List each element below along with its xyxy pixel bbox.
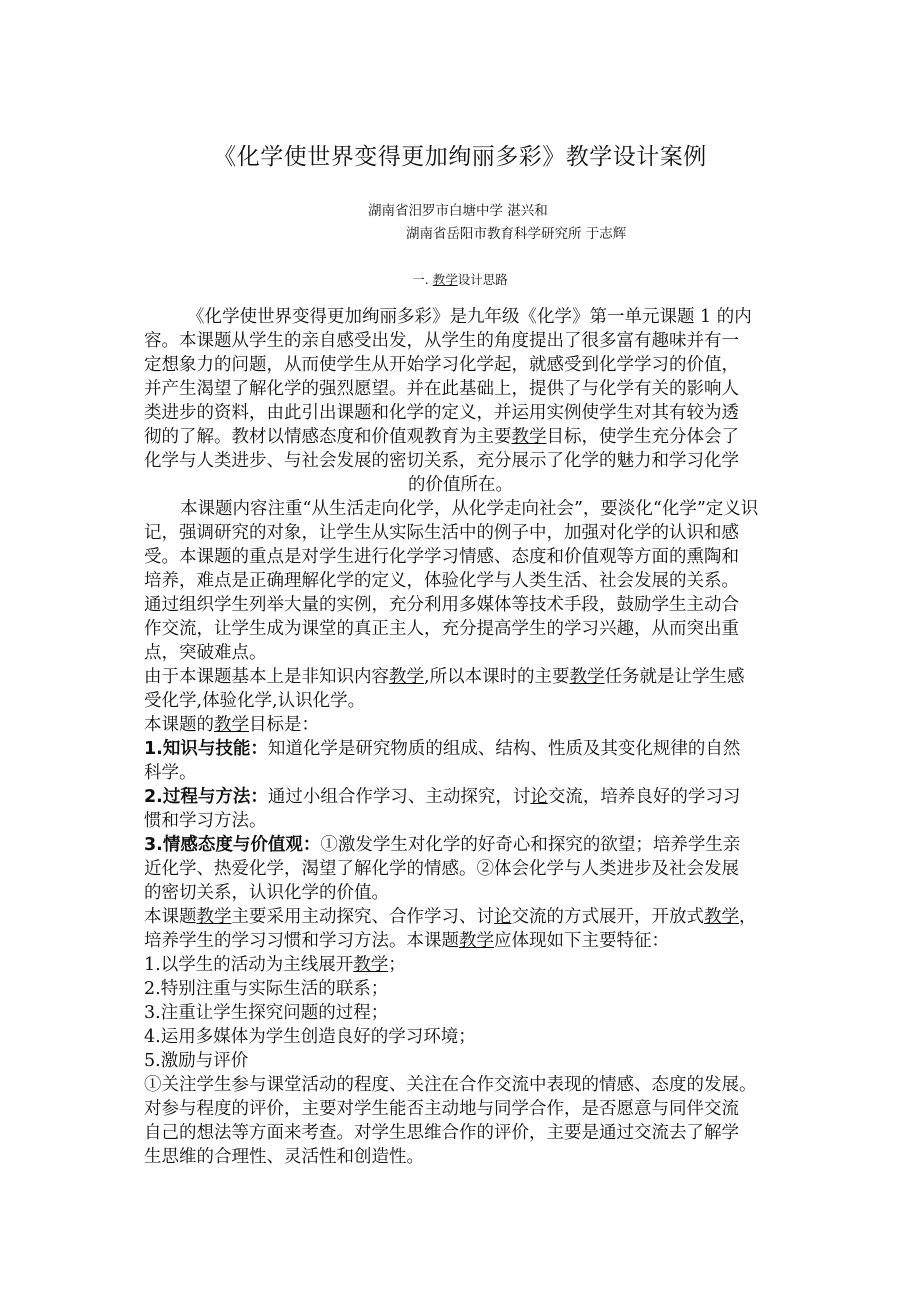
text-run: 记，强调研究的对象，让学生从实际生活中的例子中，加强对化学的认识和感 xyxy=(144,523,739,543)
text-run: 生思维的合理性、灵活性和创造性。 xyxy=(144,1147,424,1167)
text-run: 培养，难点是正确理解化学的定义，体验化学与人类生活、社会发展的关系。 xyxy=(144,571,739,591)
text-line xyxy=(144,1097,739,1121)
text-line xyxy=(144,449,739,473)
text-line xyxy=(144,905,757,929)
document-title: 《化学使世界变得更加绚丽多彩》教学设计案例 xyxy=(213,144,707,170)
author-line-1: 湖南省汨罗市白塘中学 湛兴和 xyxy=(368,203,548,219)
text-run: 科学。 xyxy=(144,763,197,783)
bold-label: 3.情感态度与价值观： xyxy=(144,835,321,855)
text-run: 任务就是让学生感 xyxy=(604,667,745,687)
text-run: 本课题内容注重“从生活走向化学，从化学走向社会”，要淡化“化学”定义识 xyxy=(180,499,759,519)
text-line xyxy=(144,521,739,545)
text-run: 作交流，让学生成为课堂的真正主人，充分提高学生的学习兴趣，从而突出重 xyxy=(144,619,739,639)
text-line xyxy=(144,1025,476,1049)
text-run: 受。本课题的重点是对学生进行化学学习情感、态度和价值观等方面的熏陶和 xyxy=(144,547,739,567)
text-run: 彻的了解。教材以情感态度和价值观教育为主要 xyxy=(144,427,512,447)
text-line xyxy=(144,977,388,1001)
text-line xyxy=(180,497,758,521)
text-line xyxy=(144,809,267,833)
text-run: 类进步的资料，由此引出课题和化学的定义，并运用实例使学生对其有较为透 xyxy=(144,403,739,423)
text-run: 本课题的 xyxy=(144,715,214,735)
text-run: 交流，培养良好的学习习 xyxy=(547,787,741,807)
text-line xyxy=(144,1049,248,1073)
text-line xyxy=(144,857,739,881)
text-line xyxy=(144,593,739,617)
underlined-term: 论 xyxy=(494,907,512,927)
text-run: 主要采用主动探究、合作学习、讨 xyxy=(231,907,494,927)
text-line xyxy=(144,569,739,593)
text-line xyxy=(144,1073,757,1097)
section-heading xyxy=(0,270,920,288)
text-line xyxy=(144,713,319,737)
text-run: 本课题 xyxy=(144,907,197,927)
text-line xyxy=(144,881,389,905)
text-run: 点，突破难点。 xyxy=(144,643,267,663)
text-line xyxy=(144,737,740,761)
text-line xyxy=(187,305,752,329)
bold-label: 2.过程与方法： xyxy=(144,787,268,807)
text-run: 定想象力的问题，从而使学生从开始学习化学起，就感受到化学学习的价值， xyxy=(144,355,739,375)
text-run: 化学与人类进步、与社会发展的密切关系，充分展示了化学的魅力和学习化学 xyxy=(144,451,739,471)
text-run: 通过小组合作学习、主动探究，讨 xyxy=(267,787,531,807)
text-run: 应体现如下主要特征： xyxy=(494,931,669,951)
text-run: 4.运用多媒体为学生创造良好的学习环境； xyxy=(144,1027,476,1047)
text-run: 对参与程度的评价，主要对学生能否主动地与同学合作，是否愿意与同伴交流 xyxy=(144,1099,739,1119)
author-line-2: 湖南省岳阳市教育科学研究所 于志辉 xyxy=(406,226,627,242)
text-line xyxy=(144,641,267,665)
section-heading-underlined: 教学 xyxy=(432,272,458,287)
text-run: 知道化学是研究物质的组成、结构、性质及其变化规律的自然 xyxy=(267,739,741,759)
text-line xyxy=(144,689,365,713)
text-run: 惯和学习方法。 xyxy=(144,811,267,831)
text-run: 的密切关系，认识化学的价值。 xyxy=(144,883,389,903)
text-line xyxy=(144,1145,424,1169)
text-run: 《化学使世界变得更加绚丽多彩》是九年级《化学》第一单元课题 1 的内 xyxy=(187,307,752,327)
text-line xyxy=(144,353,739,377)
text-run: ， xyxy=(739,907,757,927)
text-line xyxy=(144,545,739,569)
text-run: 2.特别注重与实际生活的联系； xyxy=(144,979,389,999)
text-line xyxy=(144,665,745,689)
text-line xyxy=(144,953,406,977)
text-run: 交流的方式展开，开放式 xyxy=(511,907,704,927)
text-line xyxy=(408,473,513,497)
text-run: 目标，使学生充分体会了 xyxy=(546,427,739,447)
text-line xyxy=(144,329,739,353)
text-run: 目标是： xyxy=(249,715,319,735)
text-run: 受化学,体验化学,认识化学。 xyxy=(144,691,366,711)
text-run: 容。本课题从学生的亲自感受出发，从学生的角度提出了很多富有趣味并有一 xyxy=(144,331,739,351)
text-run: 并产生渴望了解化学的强烈愿望。并在此基础上，提供了与化学有关的影响人 xyxy=(144,379,739,399)
text-run: 自己的想法等方面来考查。对学生思维合作的评价，主要是通过交流去了解学 xyxy=(144,1123,739,1143)
section-heading-suffix: 设计思路 xyxy=(457,272,508,287)
text-run: ,所以本课时的主要 xyxy=(424,667,570,687)
underlined-term: 教学 xyxy=(196,907,232,927)
text-line xyxy=(144,425,739,449)
text-run: ①激发学生对化学的好奇心和探究的欲望；培养学生亲 xyxy=(320,835,741,855)
text-run: ①关注学生参与课堂活动的程度、关注在合作交流中表现的情感、态度的发展。 xyxy=(144,1075,757,1095)
bold-label: 1.知识与技能： xyxy=(144,739,268,759)
text-line xyxy=(144,785,740,809)
underlined-term: 教学 xyxy=(704,907,739,927)
text-run: 5.激励与评价 xyxy=(144,1051,249,1071)
underlined-term: 教学 xyxy=(569,667,605,687)
underlined-term: 教学 xyxy=(389,667,424,687)
underlined-term: 论 xyxy=(530,787,548,807)
text-line xyxy=(144,833,740,857)
underlined-term: 教学 xyxy=(511,427,547,447)
text-run: 近化学、热爱化学，渴望了解化学的情感。②体会化学与人类进步及社会发展 xyxy=(144,859,739,879)
text-line xyxy=(144,617,739,641)
text-line xyxy=(144,1121,739,1145)
text-line xyxy=(144,1001,388,1025)
section-heading-prefix: 一. xyxy=(412,272,433,287)
text-run: 1.以学生的活动为主线展开 xyxy=(144,955,354,975)
text-line xyxy=(144,401,739,425)
text-line xyxy=(144,761,197,785)
text-line xyxy=(144,377,739,401)
underlined-term: 教学 xyxy=(214,715,249,735)
text-run: 培养学生的学习习惯和学习方法。本课题 xyxy=(144,931,459,951)
text-run: ； xyxy=(388,955,406,975)
text-line xyxy=(144,929,669,953)
underlined-term: 教学 xyxy=(353,955,389,975)
text-run: 通过组织学生列举大量的实例，充分利用多媒体等技术手段，鼓励学生主动合 xyxy=(144,595,739,615)
text-run: 3.注重让学生探究问题的过程； xyxy=(144,1003,389,1023)
text-run: 的价值所在。 xyxy=(408,475,513,495)
text-run: 由于本课题基本上是非知识内容 xyxy=(144,667,389,687)
underlined-term: 教学 xyxy=(459,931,494,951)
